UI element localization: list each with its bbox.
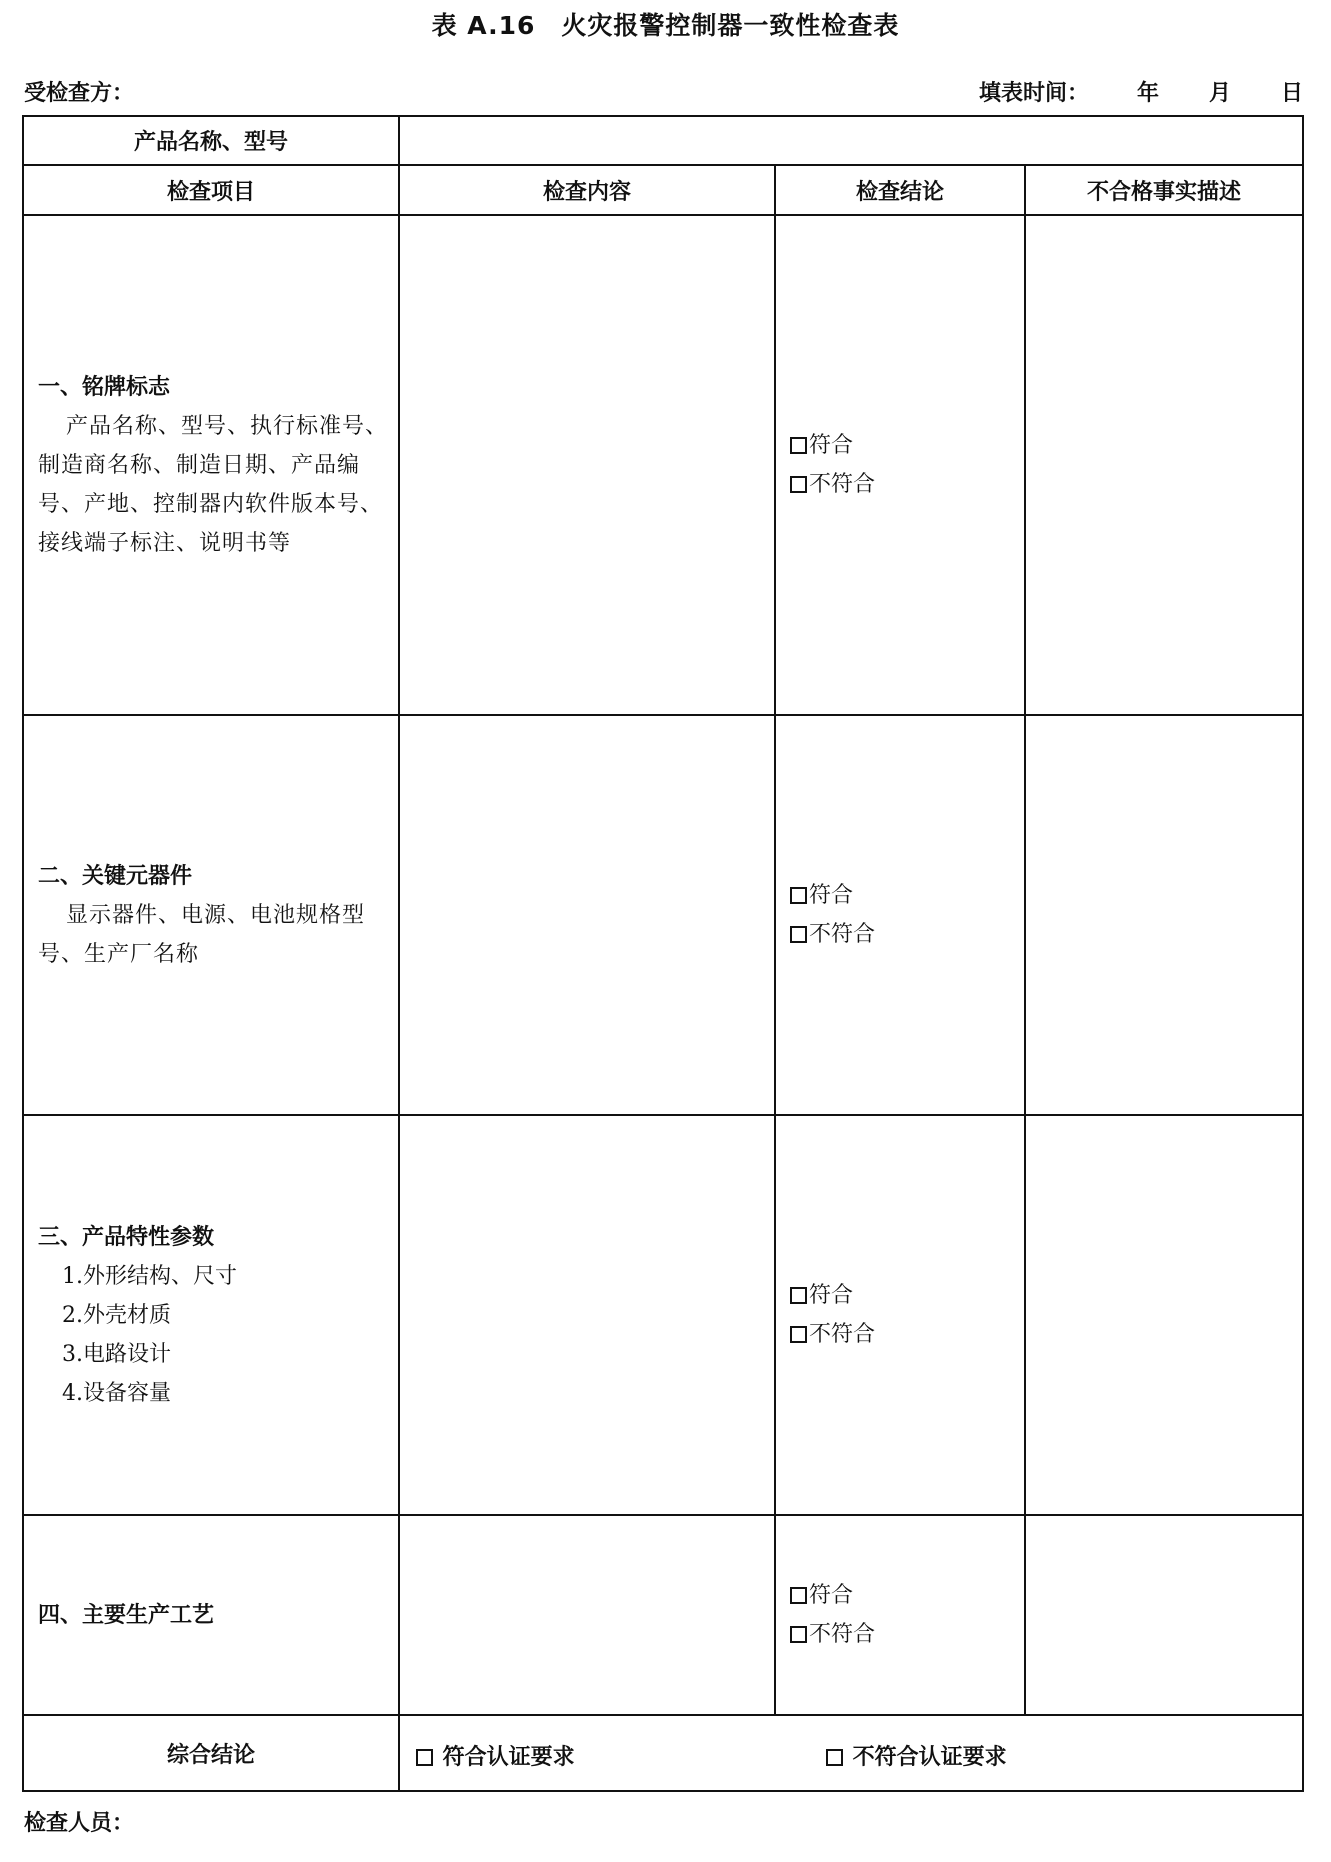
fill-time-label: 填表时间： — [978, 80, 1089, 106]
fill-time — [979, 76, 1303, 107]
section-subitem: 4.设备容量 — [62, 1380, 171, 1406]
section-item — [23, 1115, 399, 1515]
checkbox-icon — [790, 476, 807, 493]
inspector-label: 检查人员： — [24, 1810, 135, 1836]
checkbox-icon — [826, 1749, 843, 1766]
column-header-nonconformity: 不合格事实描述 — [1025, 165, 1303, 215]
conform-checkbox[interactable] — [790, 426, 1024, 465]
conclusion-cell — [775, 215, 1025, 715]
checkbox-icon — [790, 1626, 807, 1643]
nonconform-label: 不符合 — [809, 1322, 876, 1347]
nonconform-checkbox[interactable] — [790, 465, 1024, 504]
section-description: 产品名称、型号、执行标准号、制造商名称、制造日期、产品编号、产地、控制器内软件版本号、接线端子标注、说明书等 — [38, 413, 389, 556]
nonconform-checkbox[interactable] — [790, 915, 1024, 954]
nonconform-label: 不符合 — [809, 472, 876, 497]
section-heading: 四、主要生产工艺 — [38, 1602, 215, 1628]
table-row — [23, 1115, 1303, 1515]
conform-checkbox[interactable] — [790, 1576, 1024, 1615]
nonconform-label: 不符合 — [809, 922, 876, 947]
section-heading: 三、产品特性参数 — [38, 1224, 215, 1250]
checkbox-icon — [790, 926, 807, 943]
section-item — [23, 1515, 399, 1715]
nonconformity-cell[interactable] — [1025, 1515, 1303, 1715]
conform-label: 符合 — [809, 883, 854, 908]
summary-nonconform-label: 不符合认证要求 — [852, 1744, 1007, 1770]
fill-time-day: 日 — [1280, 80, 1303, 106]
checkbox-icon — [790, 437, 807, 454]
section-subitem: 3.电路设计 — [62, 1341, 171, 1367]
content-cell[interactable] — [399, 1515, 775, 1715]
inspected-party-label: 受检查方： — [24, 80, 135, 106]
inspection-table — [22, 115, 1304, 1792]
nonconformity-cell[interactable] — [1025, 1115, 1303, 1515]
table-row — [23, 215, 1303, 715]
column-header-content: 检查内容 — [399, 165, 775, 215]
content-cell[interactable] — [399, 715, 775, 1115]
fill-time-year: 年 — [1136, 80, 1159, 106]
content-cell[interactable] — [399, 1115, 775, 1515]
conform-checkbox[interactable] — [790, 1276, 1024, 1315]
product-name-input[interactable] — [399, 116, 1303, 165]
conform-checkbox[interactable] — [790, 876, 1024, 915]
checkbox-icon — [790, 1287, 807, 1304]
checkbox-icon — [790, 887, 807, 904]
section-item — [23, 215, 399, 715]
page-title: 表 A.16 火灾报警控制器一致性检查表 — [431, 11, 900, 40]
column-header-item: 检查项目 — [23, 165, 399, 215]
product-name-label: 产品名称、型号 — [23, 116, 399, 165]
nonconformity-cell[interactable] — [1025, 215, 1303, 715]
header-row — [23, 165, 1303, 215]
summary-options — [399, 1715, 1303, 1791]
conclusion-cell — [775, 1115, 1025, 1515]
checkbox-icon — [790, 1326, 807, 1343]
conform-label: 符合 — [809, 433, 854, 458]
section-item — [23, 715, 399, 1115]
summary-nonconform-checkbox[interactable] — [826, 1740, 1007, 1771]
conclusion-cell — [775, 1515, 1025, 1715]
nonconformity-cell[interactable] — [1025, 715, 1303, 1115]
summary-label: 综合结论 — [23, 1715, 399, 1791]
conclusion-cell — [775, 715, 1025, 1115]
nonconform-checkbox[interactable] — [790, 1615, 1024, 1654]
table-row — [23, 715, 1303, 1115]
conform-label: 符合 — [809, 1283, 854, 1308]
checkbox-icon — [416, 1749, 433, 1766]
product-name-row — [23, 116, 1303, 165]
section-heading: 二、关键元器件 — [38, 863, 193, 889]
nonconform-checkbox[interactable] — [790, 1315, 1024, 1354]
column-header-conclusion: 检查结论 — [775, 165, 1025, 215]
summary-row — [23, 1715, 1303, 1791]
section-subitem: 2.外壳材质 — [62, 1302, 171, 1328]
section-description: 显示器件、电源、电池规格型号、生产厂名称 — [38, 902, 366, 967]
summary-conform-checkbox[interactable] — [416, 1740, 575, 1771]
fill-time-month: 月 — [1208, 80, 1231, 106]
content-cell[interactable] — [399, 215, 775, 715]
section-heading: 一、铭牌标志 — [38, 374, 171, 400]
conform-label: 符合 — [809, 1583, 854, 1608]
table-row — [23, 1515, 1303, 1715]
nonconform-label: 不符合 — [809, 1622, 876, 1647]
checkbox-icon — [790, 1587, 807, 1604]
section-subitem: 1.外形结构、尺寸 — [62, 1263, 237, 1289]
summary-conform-label: 符合认证要求 — [442, 1744, 575, 1770]
